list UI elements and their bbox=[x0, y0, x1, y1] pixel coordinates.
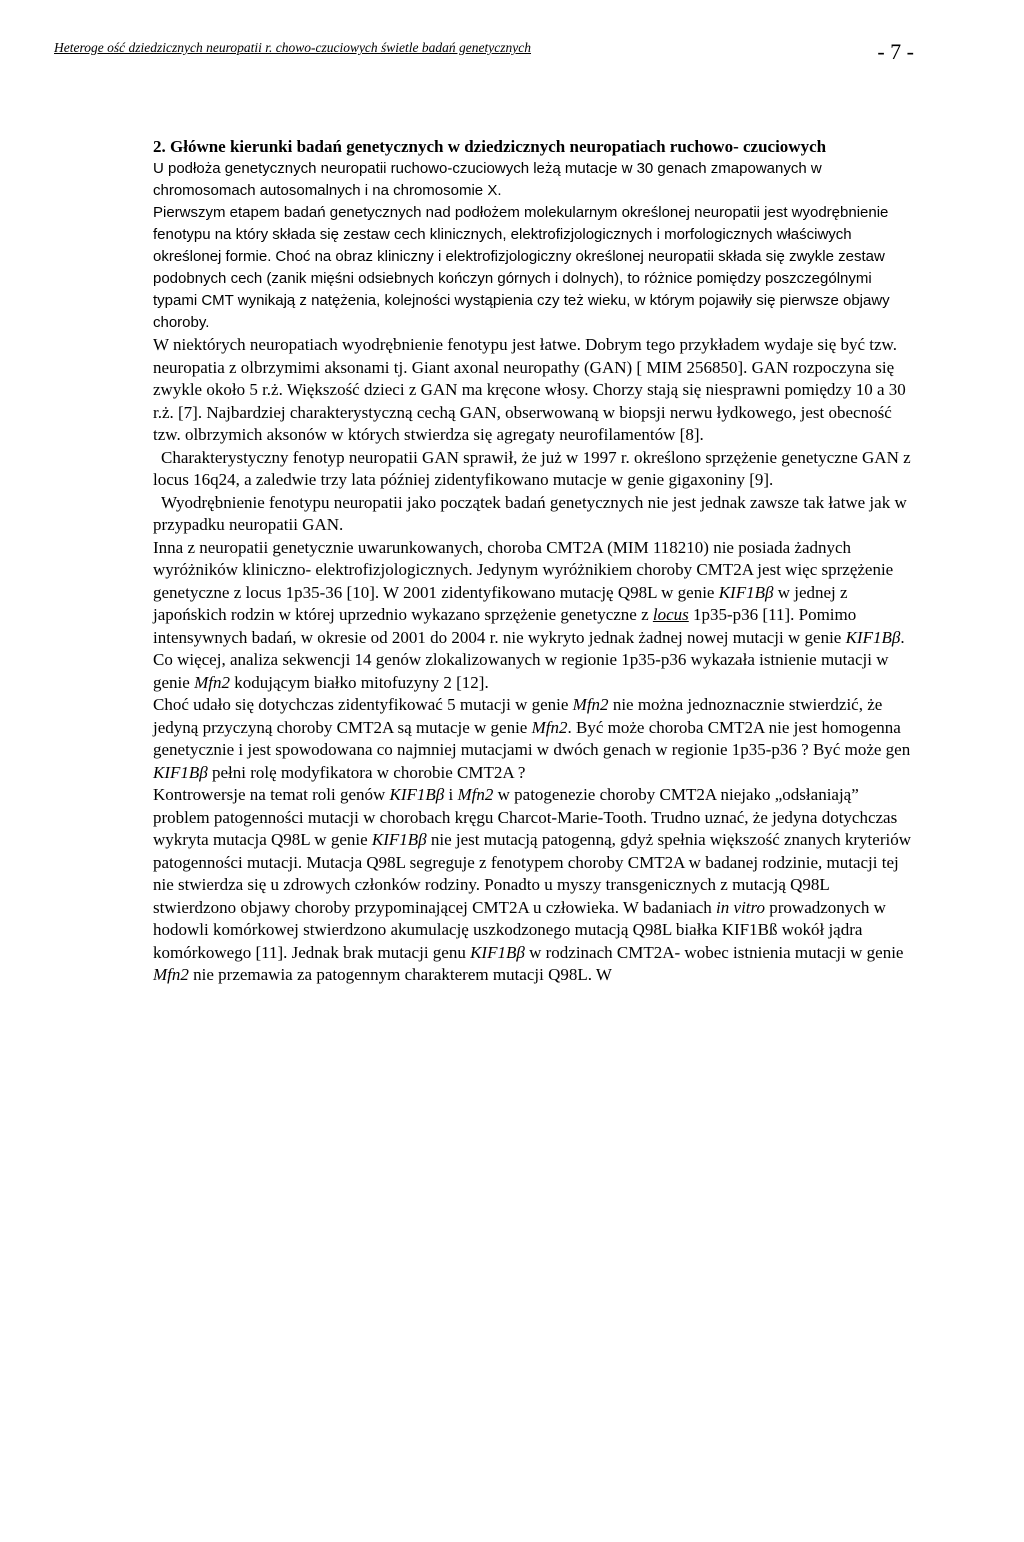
paragraph-cmt2a bbox=[153, 537, 913, 695]
text-run: i bbox=[444, 785, 458, 804]
term-locus: locus bbox=[652, 605, 689, 624]
text-run: Inna z neuropatii genetycznie uwarunkowanych, choroba CMT2A (MIM 118210) nie posiada żadnych wyróżników kliniczno- elektrofizjologicznych. Jedynym wyróżnikiem choroby CMT2A jest więc sprzężenie genetyczne z locus 1p35-36 [10]. W 2001 zidentyfikowano mutację Q98L w genie bbox=[153, 537, 894, 602]
page-header bbox=[54, 40, 994, 76]
text-run: pełni rolę modyfikatora w chorobie CMT2A ? bbox=[207, 762, 526, 782]
gene-name-kif1b: KIF1Bβ bbox=[153, 762, 208, 782]
section-heading bbox=[153, 136, 913, 158]
paragraph-gan-example: W niektórych neuropatiach wyodrębnienie fenotypu jest łatwe. Dobrym tego przykładem wydaje się być tzw. neuropatia z olbrzymimi aksonami tj. Giant axonal neuropathy (GAN) [ MIM 256850]. GAN rozpoczyna się zwykle około 5 r.ż. Większość dzieci z GAN ma kręcone włosy. Chorzy stają się niesprawni pomiędzy 10 a 30 r.ż. [7]. Najbardziej charakterystyczną cechą GAN, obserwowaną w biopsji nerwu łydkowego, jest obecność tzw. olbrzymich aksonów w których stwierdza się agregaty neurofilamentów [8]. bbox=[153, 335, 906, 444]
paragraph-phenotype-not-easy: Wyodrębnienie fenotypu neuropatii jako początek badań genetycznych nie jest jednak zawsze tak łatwe jak w przypadku neuropatii GAN. bbox=[153, 492, 907, 534]
gene-name-mfn2: Mfn2 bbox=[531, 717, 568, 737]
gene-name-kif1b: KIF1Bβ bbox=[470, 942, 525, 962]
term-in-vitro: in vitro bbox=[716, 897, 765, 917]
text-run: w rodzinach CMT2A- wobec istnienia mutacji w genie bbox=[524, 942, 904, 962]
text-run: nie można jednoznacznie stwierdzić, że jedyną przyczyną choroby CMT2A są mutacje w genie bbox=[153, 695, 883, 737]
gene-name-mfn2: Mfn2 bbox=[153, 965, 189, 984]
text-run: prowadzonych w hodowli komórkowej stwierdzono akumulację uszkodzonego mutacją Q98L białka KIF1Bß wokół jądra komórkowego [11]. Jednak brak mutacji genu bbox=[153, 897, 886, 962]
gene-name-kif1b: KIF1Bβ bbox=[845, 627, 901, 647]
paragraph-mfn2-mutations bbox=[153, 694, 913, 784]
gene-name-mfn2: Mfn2 bbox=[572, 695, 609, 714]
paragraph-mutations-overview: U podłoża genetycznych neuropatii ruchowo-czuciowych leżą mutacje w 30 genach zmapowanych w chromosomach autosomalnych i na chromosomie X. bbox=[153, 160, 822, 199]
text-run: nie jest mutacją patogenną, gdyż spełnia większość znanych kryteriów patogenności mutacji. Mutacja Q98L segreguje z fenotypem choroby CMT2A w badanej rodzinie, mutacji tej nie stwierdza się u zdrowych członków rodziny. Ponadto u myszy transgenicznych z mutacją Q98L stwierdzono objawy choroby przypominającej CMT2A u człowieka. W badaniach bbox=[153, 830, 911, 917]
text-run: kodującym białko mitofuzyny 2 [12]. bbox=[229, 672, 489, 692]
gene-name-mfn2: Mfn2 bbox=[194, 672, 230, 692]
text-run: . Być może choroba CMT2A nie jest homogenna genetycznie i jest spowodowana co najmniej mutacjami w dwóch genach w regionie 1p35-p36 ? Być może gen bbox=[153, 717, 911, 759]
gene-name-kif1b: KIF1Bβ bbox=[718, 582, 774, 602]
paragraph-controversy bbox=[153, 784, 913, 987]
gene-name-kif1b: KIF1Bβ bbox=[371, 830, 427, 849]
text-run: nie przemawia za patogennym charakterem mutacji Q98L. W bbox=[188, 965, 612, 984]
section-title: Główne kierunki badań genetycznych w dziedzicznych neuropatiach ruchowo- czuciowych bbox=[170, 137, 827, 156]
page-number: - 7 - bbox=[877, 39, 914, 64]
text-run: Kontrowersje na temat roli genów bbox=[153, 785, 390, 804]
text-run: Choć udało się dotychczas zidentyfikować 5 mutacji w genie bbox=[153, 695, 573, 714]
paragraph-clinical-features: Choć na obraz kliniczny i elektrofizjologiczny określonej neuropatii składa się zwykle zestaw podobnych cech (zanik mięśni odsiebnych kończyn górnych i dolnych), to różnice pomiędzy poszczególnymi typami CMT wynikają z natężenia, kolejności wystąpienia czy też wieku, w którym pojawiły się pierwsze objawy choroby. bbox=[153, 248, 890, 331]
text-run: w jednej z japońskich rodzin w której uprzednio wykazano sprzężenie genetyczne z bbox=[153, 582, 848, 624]
paragraph-phenotype-first-step: Pierwszym etapem badań genetycznych nad podłożem molekularnym określonej neuropatii jest wyodrębnienie fenotypu na który składa się zestaw cech klinicznych, elektrofizjologicznych i morfologicznych właściwych określonej formie. bbox=[153, 204, 889, 265]
paragraph-gan-linkage: Charakterystyczny fenotyp neuropatii GAN sprawił, że już w 1997 r. określono sprzężenie genetyczne GAN z locus 16q24, a zaledwie trzy lata później zidentyfikowano mutacje w genie gigaxoniny [9]. bbox=[153, 447, 911, 489]
text-run: . Co więcej, analiza sekwencji 14 genów zlokalizowanych w regionie 1p35-p36 wykazała istnienie mutacji w genie bbox=[153, 627, 905, 692]
gene-name-kif1b: KIF1Bβ bbox=[389, 785, 445, 804]
text-run: 1p35-p36 [11]. Pomimo intensywnych badań, w okresie od 2001 do 2004 r. nie wykryto jednak żadnej nowej mutacji w genie bbox=[153, 605, 857, 647]
page-body bbox=[153, 136, 913, 987]
text-run: w patogenezie choroby CMT2A niejako „odsłaniają” problem patogenności mutacji w chorobach kręgu Charcot-Marie-Tooth. Trudno uznać, że jedyna dotychczas wykryta mutacja Q98L w genie bbox=[153, 785, 898, 849]
section-number: 2. bbox=[153, 137, 166, 156]
running-title: Heteroge ość dziedzicznych neuropatii r. chowo-czuciowych świetle badań genetycznych bbox=[54, 40, 532, 55]
gene-name-mfn2: Mfn2 bbox=[457, 785, 494, 804]
